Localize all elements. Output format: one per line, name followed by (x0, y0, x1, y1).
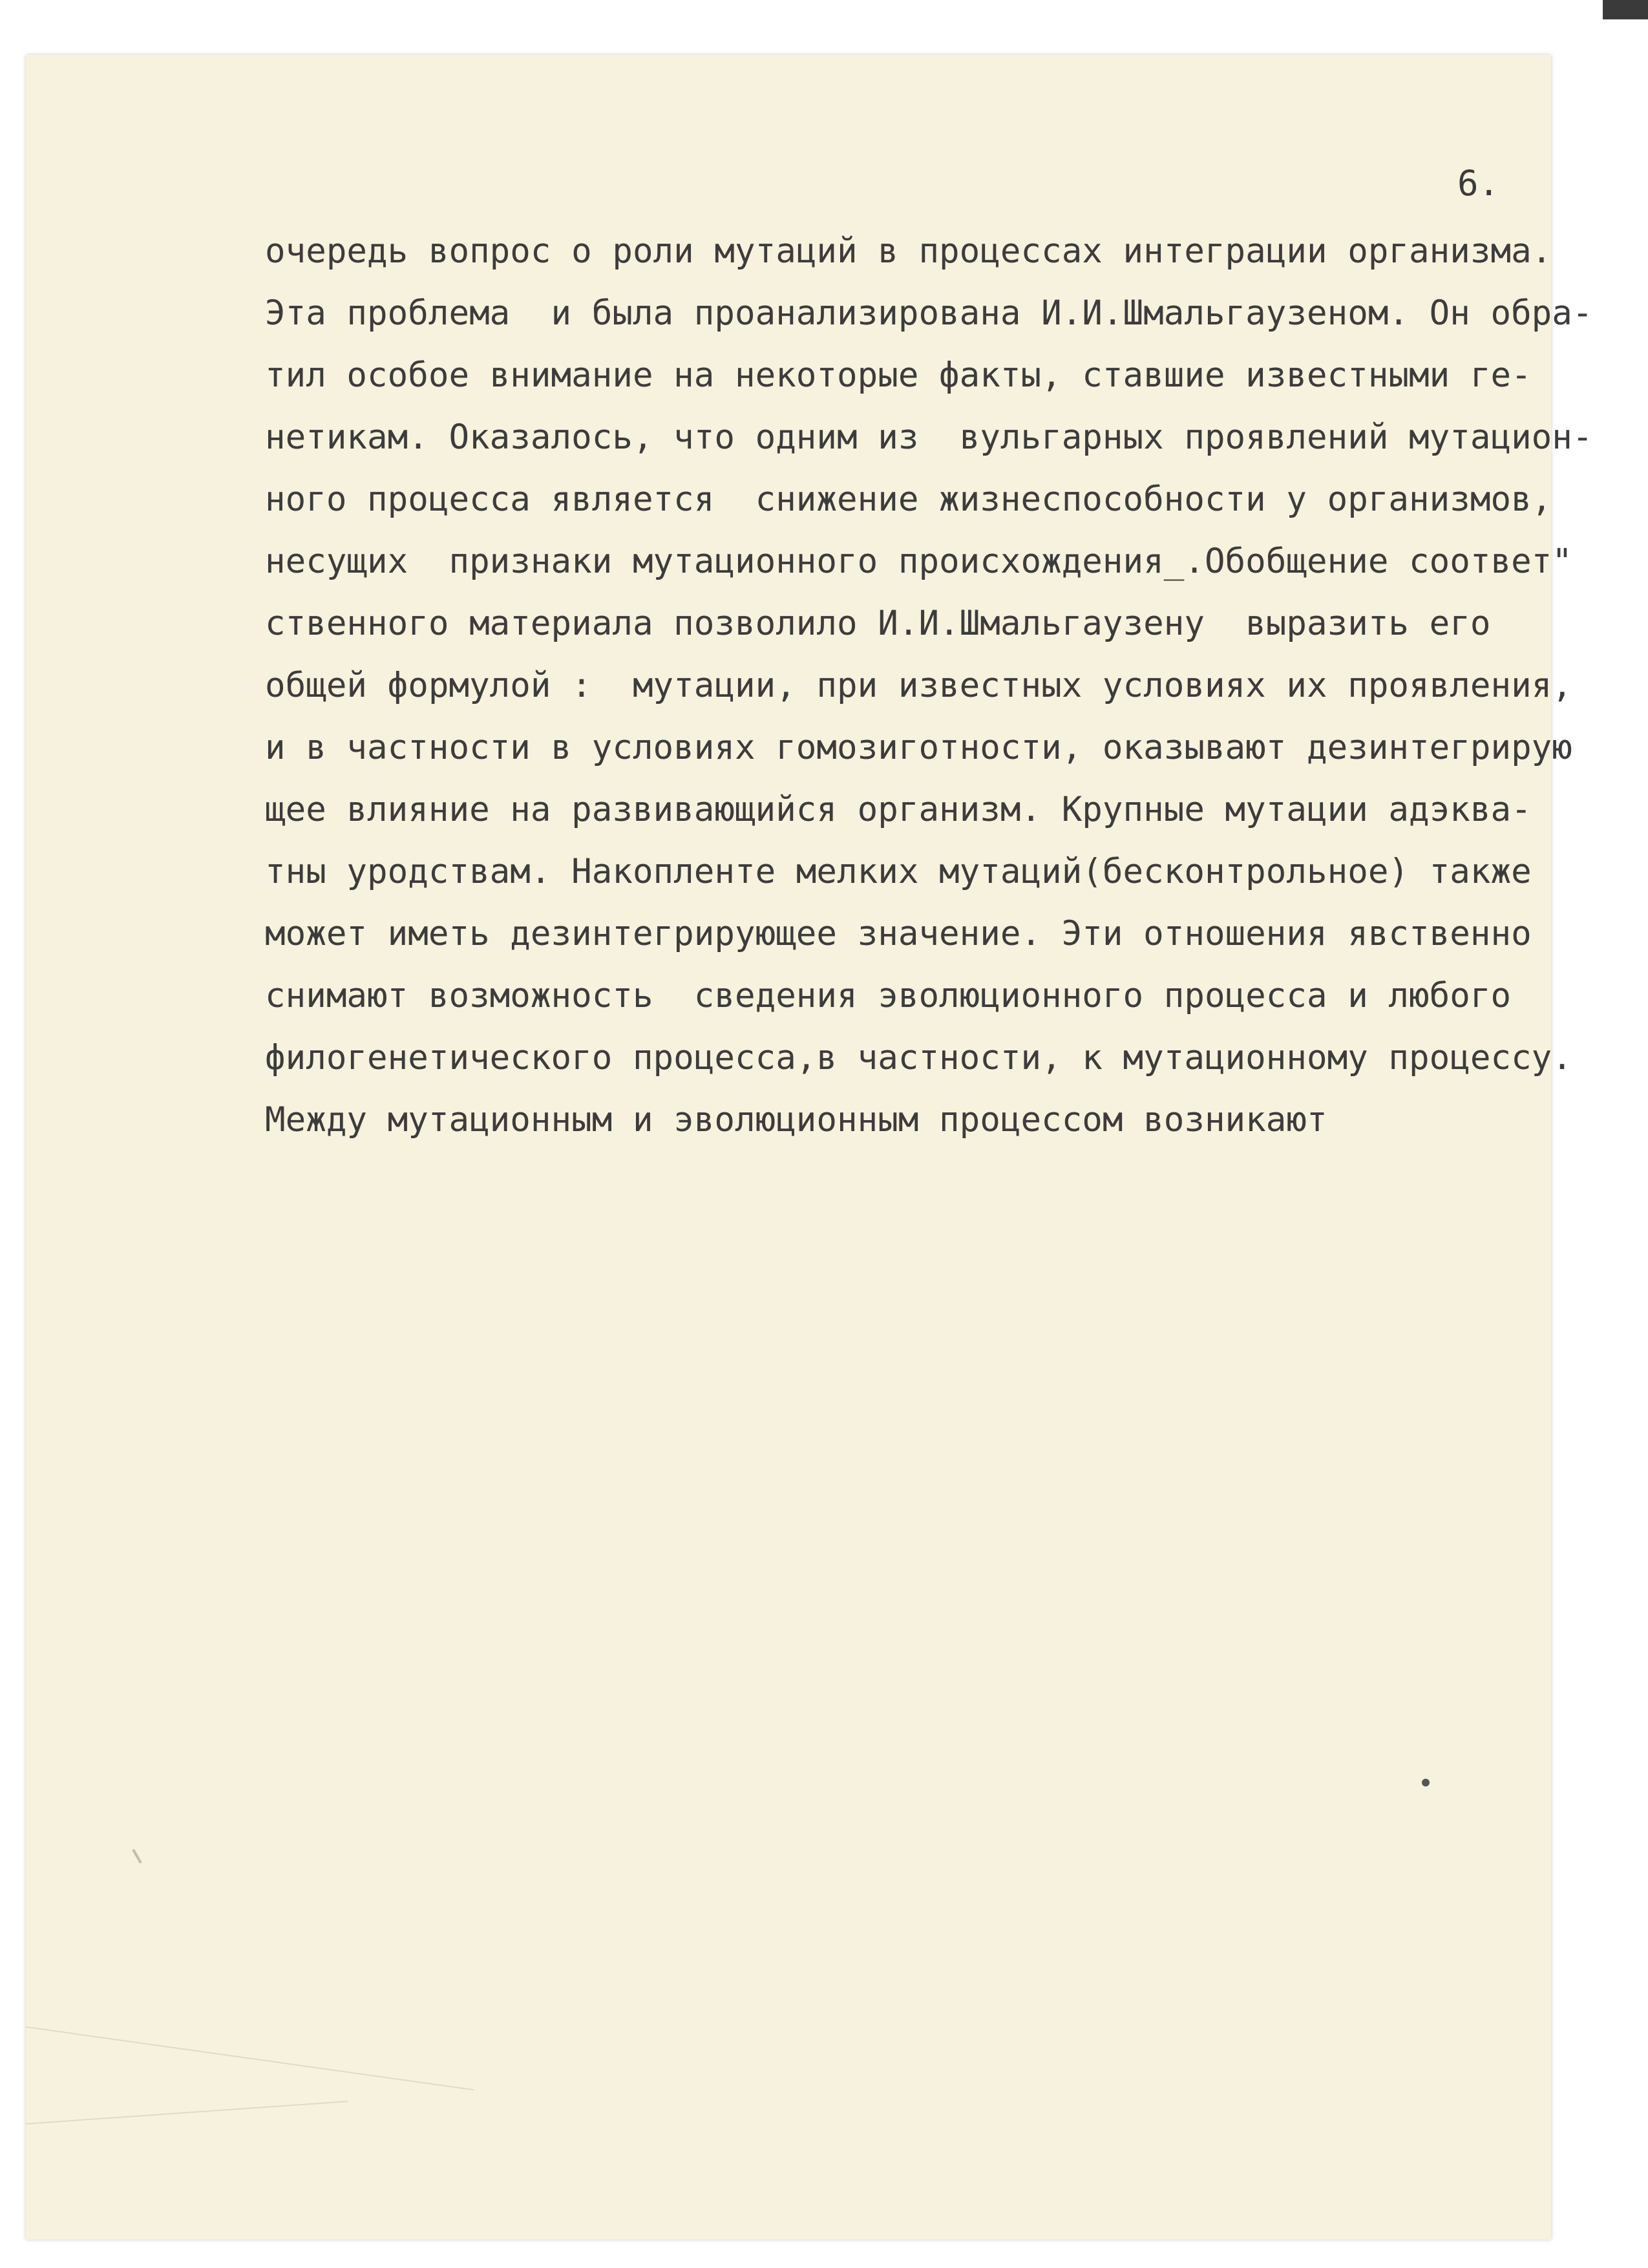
text-line: и в частности в условиях гомозиготности, оказывают дезинтегрирую (265, 728, 1572, 767)
text-line: общей формулой : мутации, при известных условиях их проявления, (265, 666, 1572, 705)
text-line: тил особое внимание на некоторые факты, ставшие известными ге- (265, 355, 1532, 395)
text-line: ственного материала позволило И.И.Шмальгаузену выразить его (265, 604, 1491, 643)
page-number: 6. (1457, 163, 1500, 204)
text-line: может иметь дезинтегрирующее значение. Эти отношения явственно (265, 914, 1532, 953)
ink-dot (1422, 1779, 1430, 1786)
text-line: ного процесса является снижение жизнеспособности у организмов, (265, 480, 1552, 519)
paper-crease (26, 2101, 348, 2125)
text-line: Между мутационным и эволюционным процессом возникают (265, 1100, 1327, 1139)
text-line: очередь вопрос о роли мутаций в процессах интеграции организма. (265, 231, 1552, 271)
text-line: Эта проблема и была проанализирована И.И.Шмальгаузеном. Он обра- (265, 293, 1593, 333)
scanner-edge-shadow (1603, 0, 1648, 19)
text-line: нетикам. Оказалось, что одним из вульгарных проявлений мутацион- (265, 418, 1593, 457)
text-line: снимают возможность сведения эволюционного процесса и любого (265, 976, 1512, 1015)
text-line: щее влияние на развивающийся организм. Крупные мутации адэква- (265, 790, 1532, 829)
text-line: филогенетического процесса,в частности, к мутационному процессу. (265, 1038, 1572, 1077)
text-line: тны уродствам. Накопленте мелких мутаций(бесконтрольное) также (265, 852, 1532, 891)
page-body-text (265, 229, 1593, 1160)
text-line: несущих признаки мутационного происхождения_.Обобщение соответ" (265, 542, 1572, 581)
paper-crease (26, 2026, 474, 2090)
